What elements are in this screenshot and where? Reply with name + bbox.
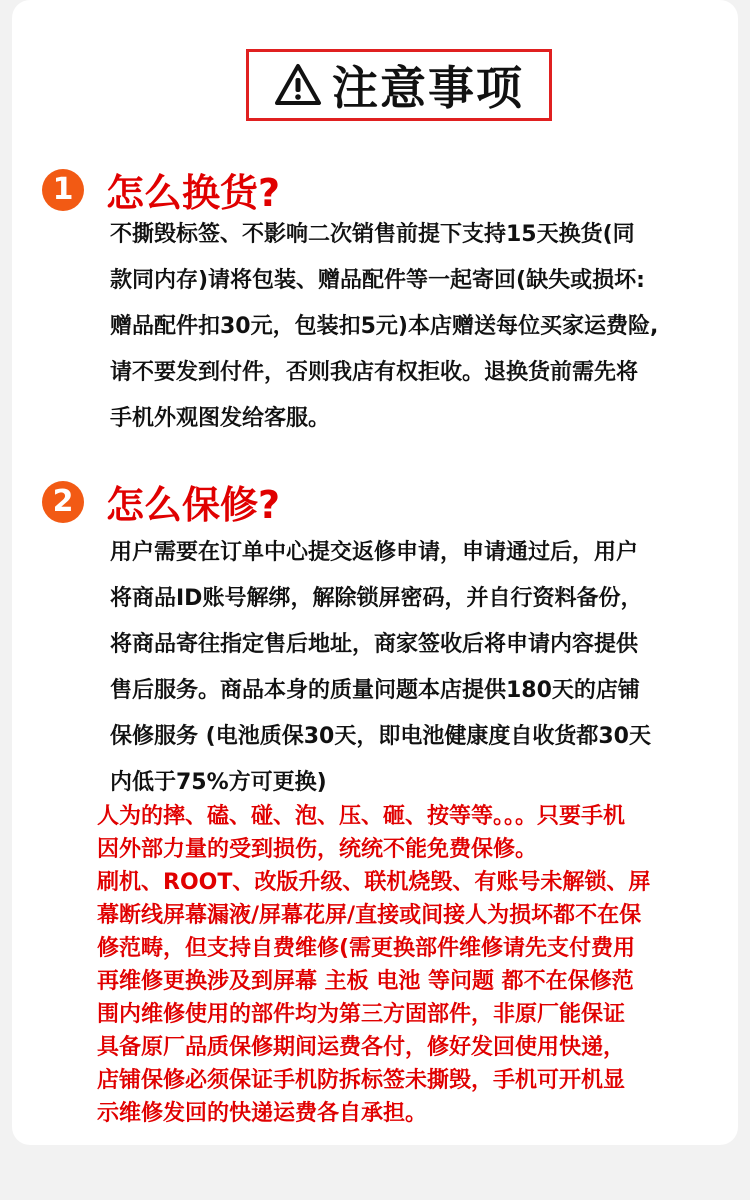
notice-line: 再维修更换涉及到屏幕 主板 电池 等问题 都不在保修范 xyxy=(97,969,634,994)
text-line: 不撕毁标签、不影响二次销售前提下支持15天换货(同 xyxy=(110,222,635,247)
notice-line: 人为的摔、磕、碰、泡、压、砸、按等等。。。只要手机 xyxy=(97,804,626,829)
text-line: 手机外观图发给客服。 xyxy=(110,406,331,431)
notice-line: 店铺保修必须保证手机防拆标签未撕毁，手机可开机显 xyxy=(97,1068,626,1093)
notice-line: 刷机、ROOT、改版升级、联机烧毁、有账号未解锁、屏 xyxy=(97,870,651,895)
text-line: 请不要发到付件，否则我店有权拒收。退换货前需先将 xyxy=(110,360,639,385)
text-line: 内低于75%方可更换) xyxy=(110,770,327,795)
section-number-badge: 2 xyxy=(42,481,84,523)
warranty-exclusions-notice xyxy=(97,800,732,1130)
section-exchange-header xyxy=(42,162,280,217)
content-card xyxy=(12,0,738,1145)
text-line: 保修服务 (电池质保30天，即电池健康度自收货都30天 xyxy=(110,724,651,749)
section-title: 怎么保修? xyxy=(106,483,281,527)
text-line: 将商品ID账号解绑，解除锁屏密码，并自行资料备份， xyxy=(110,586,643,611)
notice-line: 具备原厂品质保修期间运费各付，修好发回使用快递， xyxy=(97,1035,626,1060)
notice-line: 围内维修使用的部件均为第三方固部件，非原厂能保证 xyxy=(97,1002,626,1027)
text-line: 将商品寄往指定售后地址，商家签收后将申请内容提供 xyxy=(110,632,639,657)
notice-line: 示维修发回的快递运费各自承担。 xyxy=(97,1101,428,1126)
section-number-badge: 1 xyxy=(42,169,84,211)
notice-title-box xyxy=(246,49,552,121)
notice-line: 幕断线屏幕漏液/屏幕花屏/直接或间接人为损坏都不在保 xyxy=(97,903,642,928)
page-title: 注意事项 xyxy=(332,61,524,115)
text-line: 售后服务。商品本身的质量问题本店提供180天的店铺 xyxy=(110,678,640,703)
section-title: 怎么换货? xyxy=(106,171,281,215)
warranty-policy-text xyxy=(110,530,730,806)
notice-line: 因外部力量的受到损伤，统统不能免费保修。 xyxy=(97,837,538,862)
exchange-policy-text xyxy=(110,212,730,442)
text-line: 款同内存)请将包装、赠品配件等一起寄回(缺失或损坏: xyxy=(110,268,645,293)
text-line: 用户需要在订单中心提交返修申请，申请通过后，用户 xyxy=(110,540,639,565)
section-warranty-header xyxy=(42,474,280,529)
notice-line: 修范畴，但支持自费维修(需更换部件维修请先支付费用 xyxy=(97,936,636,961)
warning-icon xyxy=(274,63,322,107)
text-line: 赠品配件扣30元，包装扣5元)本店赠送每位买家运费险, xyxy=(110,314,659,339)
